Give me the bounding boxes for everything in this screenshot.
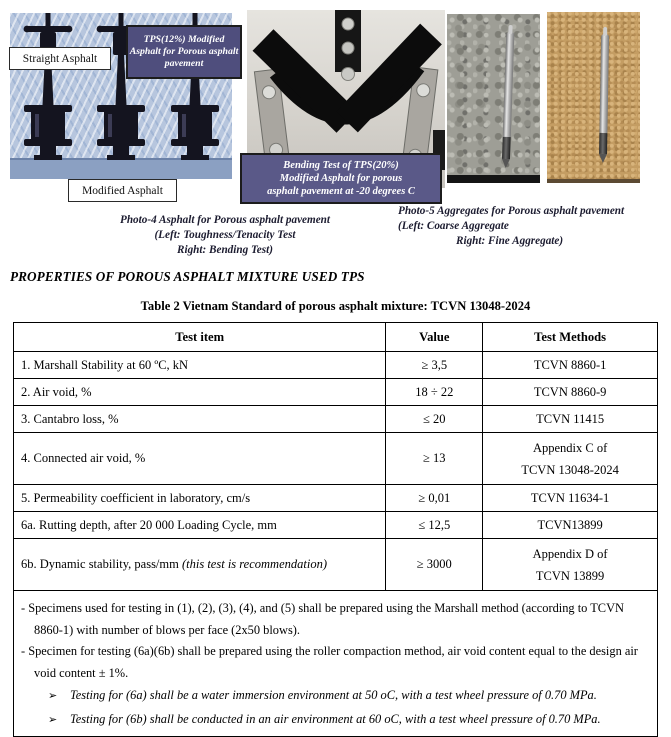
- note-arrow-item: ➢ Testing for (6b) shall be conducted in an air environment at 60 oC, with a test wheel pressure of 0.70 MPa.: [21, 709, 649, 732]
- test-method-cell: [483, 512, 658, 539]
- test-item-cell: 2. Air void, %: [14, 379, 386, 406]
- bending-overlay-line2: Modified Asphalt for porous: [279, 172, 403, 184]
- table-row: [14, 352, 658, 379]
- value-cell: ≤ 12,5: [386, 512, 483, 539]
- table-title: Table 2 Vietnam Standard of porous asphalt mixture: TCVN 13048-2024: [140, 299, 531, 313]
- table-notes-cell: [14, 591, 658, 737]
- photo5-caption-line2: (Left: Coarse Aggregate: [398, 220, 509, 232]
- table-row: [14, 512, 658, 539]
- tps-modified-overlay: [126, 25, 242, 79]
- note-arrow-item: ➢ Testing for (6a) shall be a water immersion environment at 50 oC, with a test wheel pressure of 0.70 MPa.: [21, 685, 649, 708]
- arrow-bullet-icon: ➢: [48, 690, 58, 702]
- test-method-line: TCVN 11415: [536, 412, 605, 426]
- table-header-row: [14, 323, 658, 352]
- table-row: [14, 406, 658, 433]
- test-item-cell: 1. Marshall Stability at 60 ºC, kN: [14, 352, 386, 379]
- test-method-line: TCVN 11634-1: [530, 491, 610, 505]
- value-cell: ≥ 13: [386, 433, 483, 485]
- test-method-cell: [483, 433, 658, 485]
- photo5-caption: [398, 204, 670, 249]
- straight-asphalt-label: [9, 47, 111, 70]
- value-cell: 18 ÷ 22: [386, 379, 483, 406]
- photo4-caption-line3: Right: Bending Test): [177, 244, 273, 256]
- photo4-caption-line1: Photo-4 Asphalt for Porous asphalt pavement: [120, 214, 330, 226]
- test-item-cell: 5. Permeability coefficient in laboratory, cm/s: [14, 485, 386, 512]
- standards-table: [13, 322, 658, 737]
- header-test-item: Test item: [14, 323, 386, 352]
- photo4-caption: [60, 213, 390, 258]
- table-row: [14, 539, 658, 591]
- bending-overlay-line3: asphalt pavement at -20 degrees C: [267, 186, 415, 198]
- test-method-cell: [483, 379, 658, 406]
- value-cell: ≥ 3000: [386, 539, 483, 591]
- photo4-caption-line2: (Left: Toughness/Tenacity Test: [154, 229, 296, 241]
- note-dash-item: - Specimens used for testing in (1), (2), (3), (4), and (5) shall be prepared using the Marshall method (according to TCVN 8860-1) with number of blows per face (2x50 blows).: [21, 601, 624, 637]
- test-method-cell: [483, 406, 658, 433]
- arrow-bullet-icon: ➢: [48, 713, 58, 726]
- test-method-line: TCVN 8860-9: [533, 385, 607, 399]
- coarse-aggregate-photo: [447, 14, 540, 183]
- test-item-note: (this test is recommendation): [178, 557, 327, 571]
- test-method-line: TCVN13899: [537, 518, 603, 532]
- test-item-cell: 4. Connected air void, %: [14, 433, 386, 485]
- pen-scale-marker: [599, 34, 609, 164]
- test-method-line: Appendix C of: [532, 440, 608, 455]
- test-method-line: TCVN 13899: [535, 568, 605, 583]
- fine-aggregate-photo: [547, 12, 640, 183]
- tps-modified-overlay-text: TPS(12%) Modified Asphalt for Porous asphalt pavement: [129, 33, 239, 70]
- test-method-cell: [483, 539, 658, 591]
- test-method-line: TCVN 8860-1: [533, 358, 607, 372]
- straight-asphalt-label-text: Straight Asphalt: [22, 52, 98, 65]
- test-item-cell: 6b. Dynamic stability, pass/mm (this test is recommendation): [14, 539, 386, 591]
- photo5-caption-line1: Photo-5 Aggregates for Porous asphalt pavement: [398, 205, 625, 217]
- header-test-methods: Test Methods: [483, 323, 658, 352]
- test-method-cell: [483, 485, 658, 512]
- section-heading: PROPERTIES OF POROUS ASPHALT MIXTURE USED TPS: [10, 269, 365, 284]
- test-item-cell: 3. Cantabro loss, %: [14, 406, 386, 433]
- note-dash-item: - Specimen for testing (6a)(6b) shall be prepared using the roller compaction method, air void content equal to the design air void content ± 1%.: [21, 644, 638, 680]
- photo5-caption-line3: Right: Fine Aggregate): [456, 235, 564, 247]
- pen-scale-marker: [502, 32, 515, 170]
- test-item-cell: 6a. Rutting depth, after 20 000 Loading Cycle, mm: [14, 512, 386, 539]
- modified-asphalt-label: [68, 179, 177, 202]
- table-row: [14, 379, 658, 406]
- test-method-line: Appendix D of: [532, 546, 608, 561]
- value-cell: ≥ 0,01: [386, 485, 483, 512]
- header-value: Value: [386, 323, 483, 352]
- value-cell: ≤ 20: [386, 406, 483, 433]
- modified-asphalt-label-text: Modified Asphalt: [82, 184, 163, 197]
- value-cell: ≥ 3,5: [386, 352, 483, 379]
- table-row: [14, 433, 658, 485]
- test-method-cell: [483, 352, 658, 379]
- bending-overlay-line1: Bending Test of TPS(20%): [283, 159, 399, 171]
- bending-test-overlay: [240, 153, 442, 204]
- table-notes-row: [14, 591, 658, 737]
- test-method-line: TCVN 13048-2024: [521, 462, 619, 477]
- table-row: [14, 485, 658, 512]
